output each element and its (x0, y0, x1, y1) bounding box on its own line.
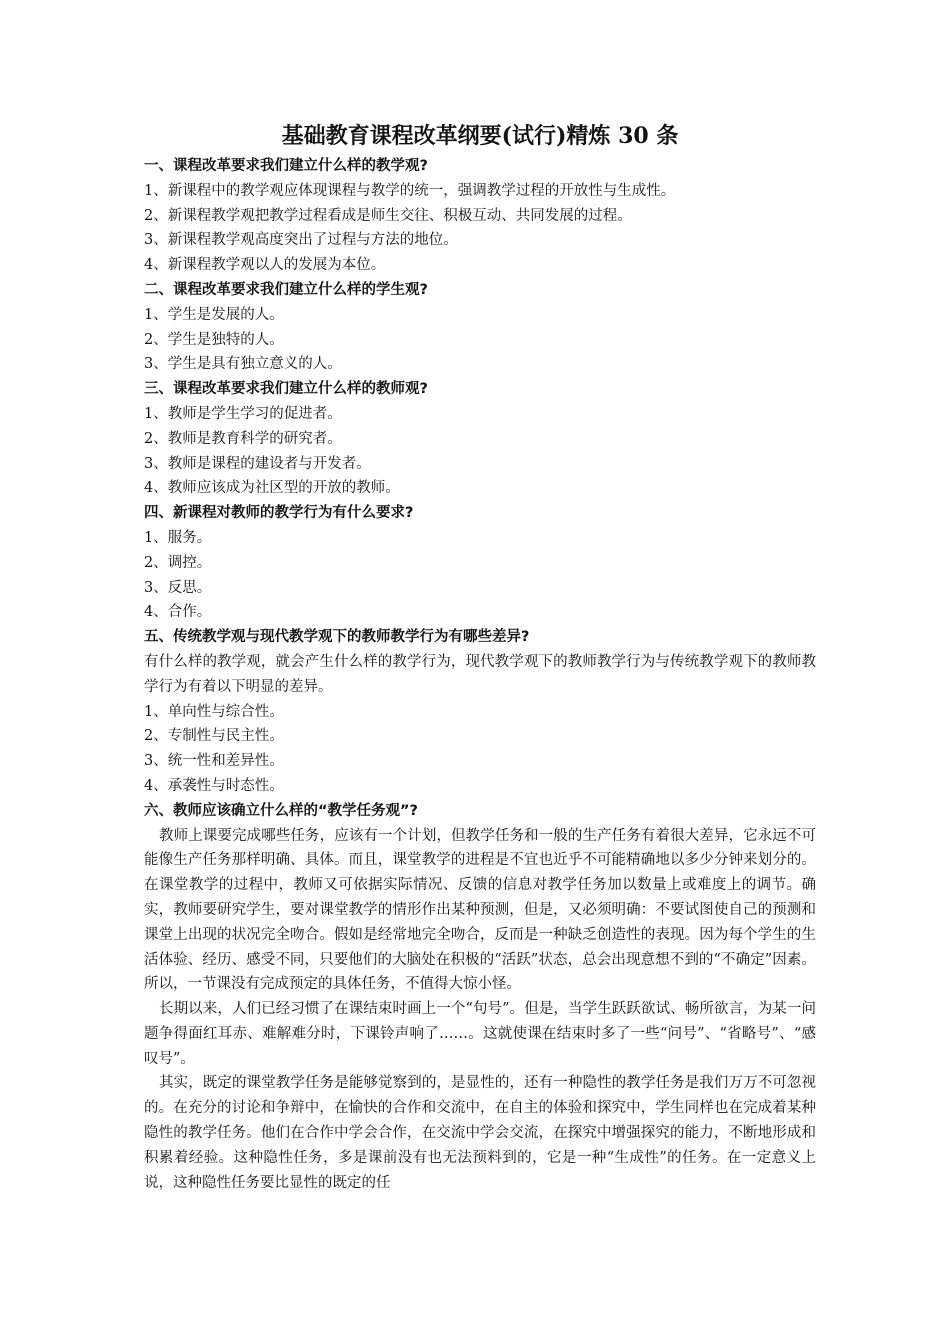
list-item: 2、新课程教学观把教学过程看成是师生交往、积极互动、共同发展的过程。 (144, 207, 632, 224)
list-item: 3、教师是课程的建设者与开发者。 (144, 455, 371, 472)
list-item: 1、单向性与综合性。 (144, 703, 284, 720)
section-2 (144, 278, 816, 377)
list-item: 1、学生是发展的人。 (144, 306, 284, 323)
list-item: 2、学生是独特的人。 (144, 331, 284, 348)
list-item: 4、承袭性与时态性。 (144, 777, 284, 794)
list-item: 4、合作。 (144, 604, 212, 621)
document-body (144, 120, 816, 1195)
section-6 (144, 799, 816, 1196)
section-heading: 一、课程改革要求我们建立什么样的教学观? (144, 158, 428, 174)
list-item: 2、调控。 (144, 554, 212, 571)
section-1 (144, 154, 816, 278)
body-paragraph: 其实，既定的课堂教学任务是能够觉察到的，是显性的，还有一种隐性的教学任务是我们万万不可忽视的。在充分的讨论和争辩中，在愉快的合作和交流中，在自主的体验和探究中，学生同样也在完成着某种隐性的教学任务。他们在合作中学会合作，在交流中学会交流，在探究中增强探究的能力，不断地形成和积累着经验。这种隐性任务，多是课前没有也无法预料到的，它是一种“生成性”的任务。在一定意义上说，这种隐性任务要比显性的既定的任 (144, 1075, 816, 1191)
body-paragraph: 长期以来，人们已经习惯了在课结束时画上一个“句号”。但是，当学生跃跃欲试、畅所欲言，为某一问题争得面红耳赤、难解难分时，下课铃声响了……。这就使课在结束时多了一些“问号”、“省略号”、“感叹号”。 (144, 1001, 816, 1067)
section-heading: 二、课程改革要求我们建立什么样的学生观? (144, 281, 428, 298)
document-title: 基础教育课程改革纲要(试行)精炼 30 条 (281, 123, 679, 149)
section-heading: 六、教师应该确立什么样的“教学任务观”? (144, 802, 418, 819)
section-heading: 五、传统教学观与现代教学观下的教师教学行为有哪些差异? (144, 629, 530, 646)
list-item: 3、新课程教学观高度突出了过程与方法的地位。 (144, 232, 458, 249)
body-paragraph: 教师上课要完成哪些任务，应该有一个计划，但教学任务和一般的生产任务有着很大差异，它永远不可能像生产任务那样明确、具体。而且，课堂教学的进程是不宜也近乎不可能精确地以多少分钟来划分的。在课堂教学的过程中，教师又可依据实际情况、反馈的信息对教学任务加以数量上或难度上的调节。确实，教师要研究学生，要对课堂教学的情形作出某种预测，但是，又必须明确：不要试图使自己的预测和课堂上出现的状况完全吻合。假如是经常地完全吻合，反而是一种缺乏创造性的表现。因为每个学生的生活体验、经历、感受不同，只要他们的大脑处在积极的“活跃”状态，总会出现意想不到的“不确定”因素。所以，一节课没有完成预定的具体任务，不值得大惊小怪。 (144, 827, 816, 993)
list-item: 3、学生是具有独立意义的人。 (144, 356, 342, 373)
list-item: 3、统一性和差异性。 (144, 753, 284, 770)
list-item: 4、教师应该成为社区型的开放的教师。 (144, 480, 400, 497)
list-item: 2、教师是教育科学的研究者。 (144, 430, 342, 447)
list-item: 3、反思。 (144, 579, 212, 596)
list-item: 1、教师是学生学习的促进者。 (144, 405, 342, 422)
section-heading: 三、课程改革要求我们建立什么样的教师观? (144, 381, 428, 398)
section-3 (144, 377, 816, 501)
section-intro: 有什么样的教学观，就会产生什么样的教学行为，现代教学观下的教师教学行为与传统教学观下的教师教学行为有着以下明显的差异。 (144, 653, 816, 695)
list-item: 1、新课程中的教学观应体现课程与教学的统一，强调教学过程的开放性与生成性。 (144, 182, 676, 199)
list-item: 2、专制性与民主性。 (144, 728, 284, 745)
section-4 (144, 501, 816, 625)
list-item: 4、新课程教学观以人的发展为本位。 (144, 257, 386, 274)
section-heading: 四、新课程对教师的教学行为有什么要求? (144, 505, 414, 522)
section-5 (144, 625, 816, 799)
list-item: 1、服务。 (144, 529, 212, 546)
